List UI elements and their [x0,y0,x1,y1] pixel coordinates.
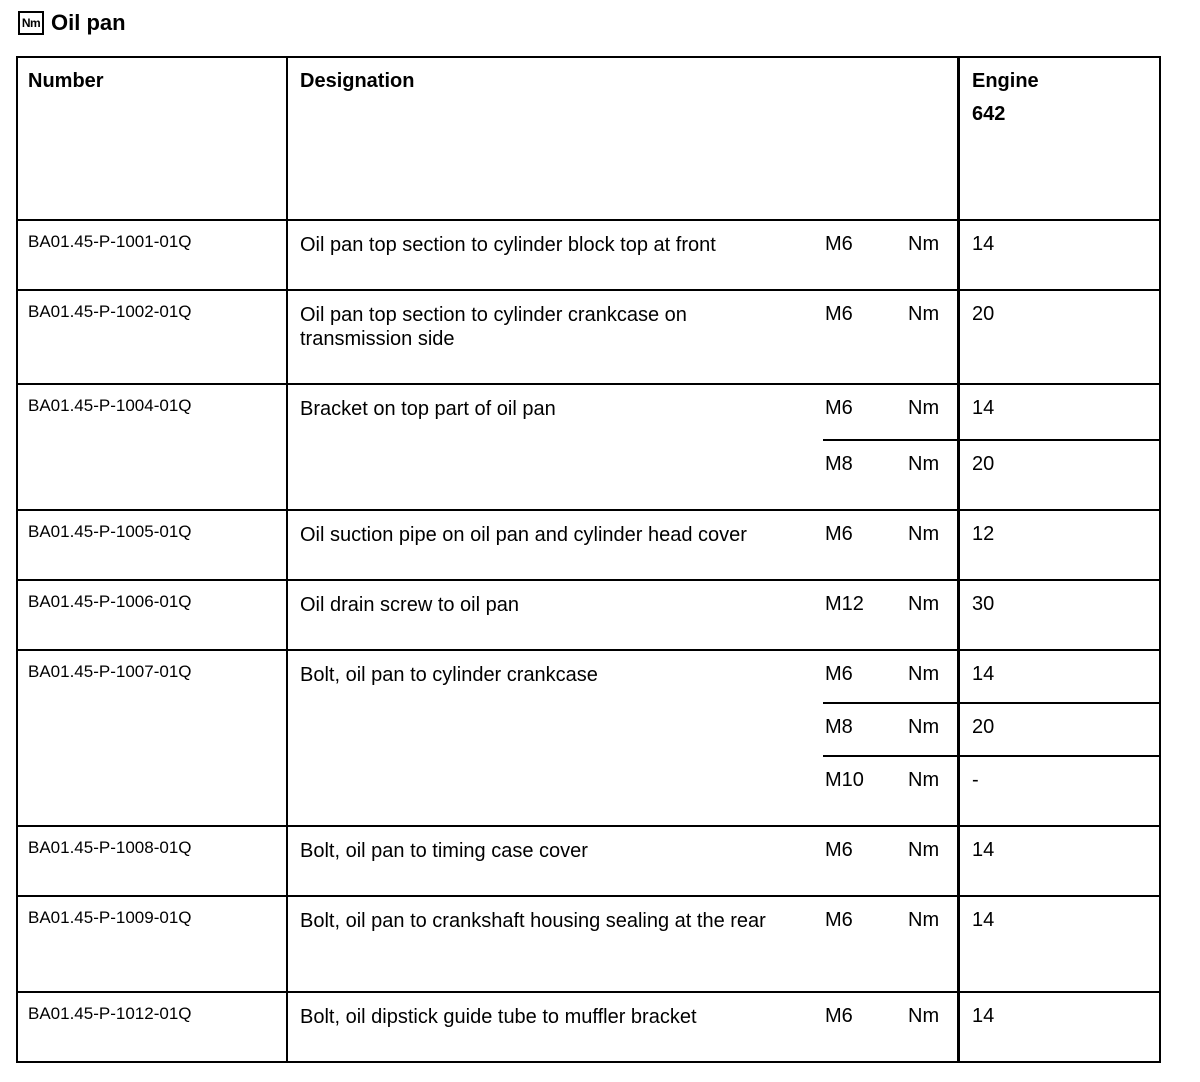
spec-thread-size: M6 [825,1005,853,1027]
column-header-engine: Engine [972,70,1039,92]
row-number: BA01.45-P-1012-01Q [28,1004,192,1023]
row-divider [18,509,1159,511]
spec-thread-size: M6 [825,397,853,419]
spec-torque-value: 20 [972,303,995,325]
row-designation: Oil suction pipe on oil pan and cylinder head cover [300,524,747,546]
spec-torque-value: 14 [972,1005,995,1027]
spec-torque-value: 14 [972,663,995,685]
row-number: BA01.45-P-1007-01Q [28,662,192,681]
row-divider [18,219,1159,221]
row-divider [18,383,1159,385]
page-header [18,8,126,38]
row-divider [18,579,1159,581]
spec-unit: Nm [908,593,940,615]
spec-unit: Nm [908,663,940,685]
spec-torque-value: 14 [972,233,995,255]
row-designation: Bracket on top part of oil pan [300,398,556,420]
column-divider [286,58,288,1063]
row-designation: Oil drain screw to oil pan [300,594,519,616]
row-number: BA01.45-P-1001-01Q [28,232,192,251]
spec-torque-value: 14 [972,397,995,419]
row-divider [18,825,1159,827]
spec-thread-size: M6 [825,303,853,325]
row-designation: Oil pan top section to cylinder crankcase on transmission side [300,304,687,350]
spec-unit: Nm [908,839,940,861]
column-divider [957,58,960,1063]
spec-unit: Nm [908,453,940,475]
spec-unit: Nm [908,233,940,255]
spec-divider [823,755,1159,757]
spec-torque-value: 14 [972,909,995,931]
spec-unit: Nm [908,769,940,791]
spec-thread-size: M6 [825,663,853,685]
spec-torque-value: 12 [972,523,995,545]
spec-thread-size: M6 [825,523,853,545]
row-designation: Bolt, oil pan to cylinder crankcase [300,664,598,686]
spec-thread-size: M8 [825,716,853,738]
torque-table [16,56,1161,1063]
row-divider [18,895,1159,897]
torque-nm-icon: Nm [18,11,44,35]
spec-divider [823,439,1159,441]
spec-unit: Nm [908,303,940,325]
row-designation: Bolt, oil pan to timing case cover [300,840,588,862]
spec-torque-value: 14 [972,839,995,861]
spec-thread-size: M10 [825,769,864,791]
row-divider [18,289,1159,291]
spec-torque-value: - [972,769,979,791]
row-number: BA01.45-P-1006-01Q [28,592,192,611]
row-number: BA01.45-P-1008-01Q [28,838,192,857]
spec-torque-value: 30 [972,593,995,615]
spec-thread-size: M6 [825,909,853,931]
spec-thread-size: M6 [825,233,853,255]
spec-thread-size: M12 [825,593,864,615]
column-header-number: Number [28,70,104,92]
spec-torque-value: 20 [972,453,995,475]
row-designation: Bolt, oil pan to crankshaft housing sealing at the rear [300,910,766,932]
spec-unit: Nm [908,397,940,419]
spec-thread-size: M6 [825,839,853,861]
page-title: Oil pan [51,10,126,35]
row-number: BA01.45-P-1004-01Q [28,396,192,415]
spec-unit: Nm [908,1005,940,1027]
column-header-engine-model: 642 [972,103,1006,125]
row-number: BA01.45-P-1002-01Q [28,302,192,321]
spec-unit: Nm [908,909,940,931]
row-designation: Oil pan top section to cylinder block top at front [300,234,716,256]
spec-thread-size: M8 [825,453,853,475]
column-header-designation: Designation [300,70,415,92]
row-number: BA01.45-P-1009-01Q [28,908,192,927]
spec-unit: Nm [908,716,940,738]
spec-divider [823,702,1159,704]
row-divider [18,991,1159,993]
row-divider [18,649,1159,651]
row-designation: Bolt, oil dipstick guide tube to muffler bracket [300,1006,697,1028]
spec-torque-value: 20 [972,716,995,738]
row-number: BA01.45-P-1005-01Q [28,522,192,541]
spec-unit: Nm [908,523,940,545]
